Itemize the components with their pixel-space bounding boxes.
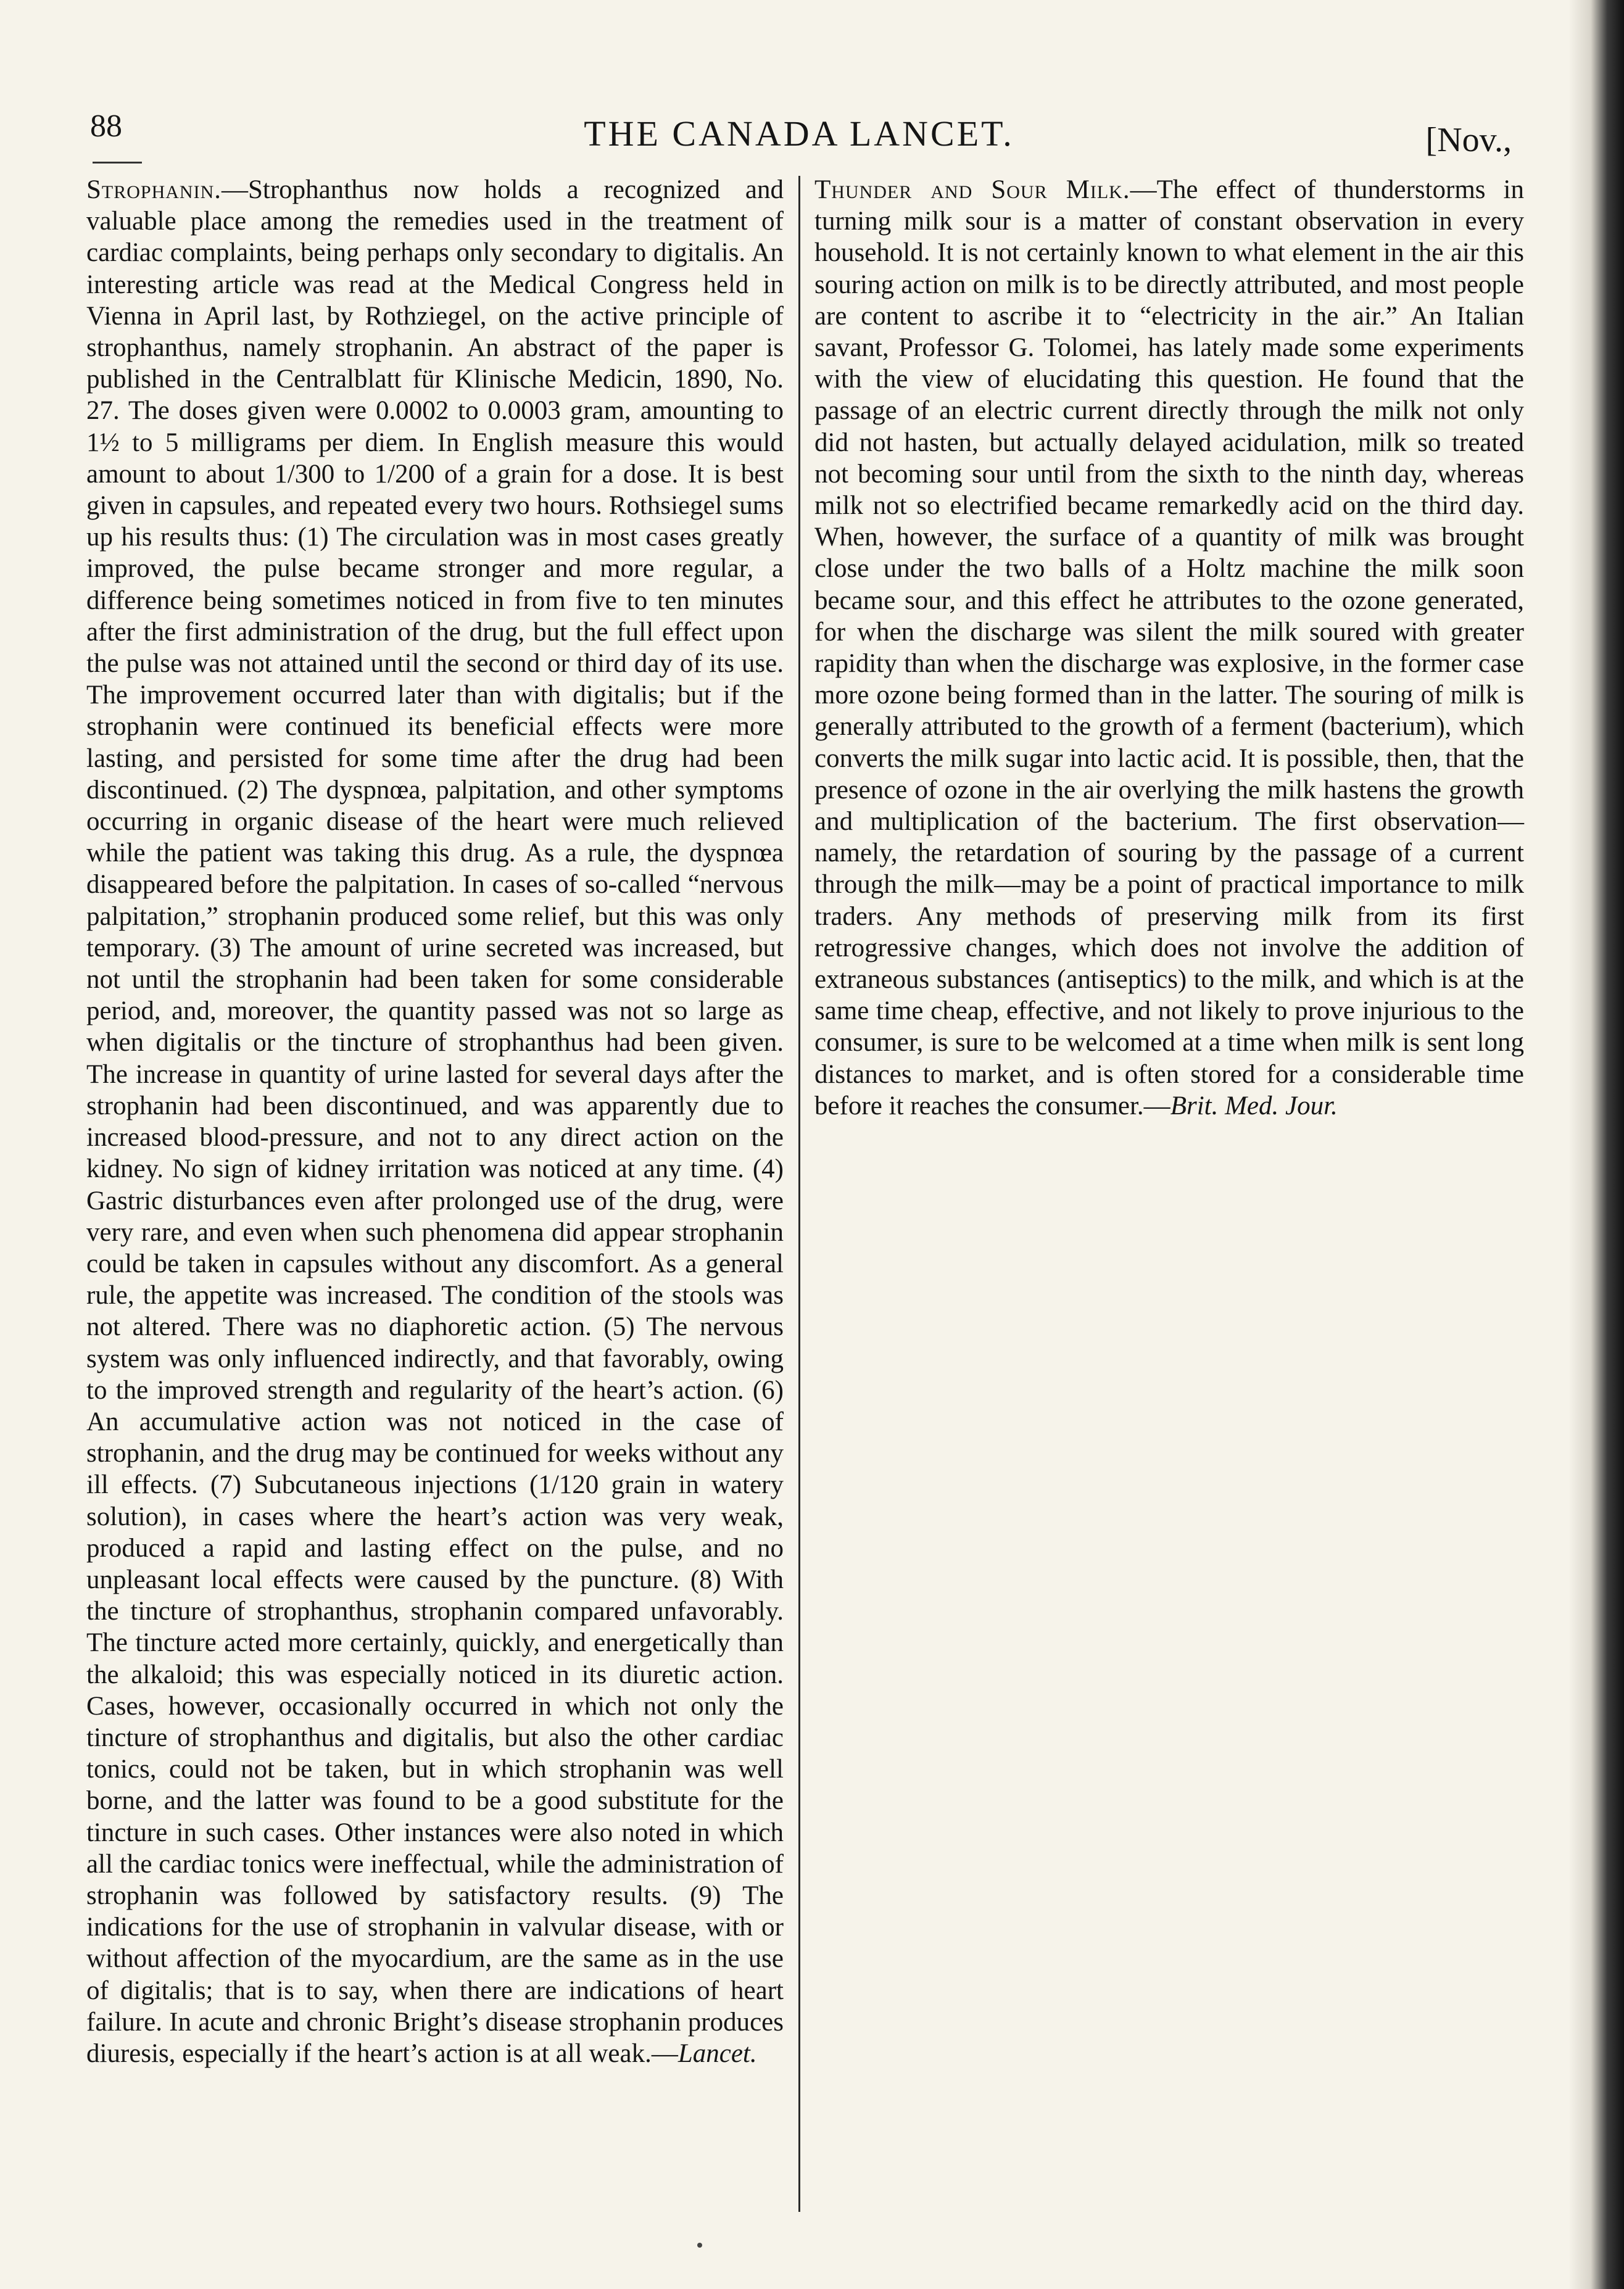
header-rule <box>93 162 142 164</box>
article-strophanin <box>86 174 784 2069</box>
issue-month: [Nov., <box>1425 121 1512 159</box>
article-heading: Strophanin. <box>86 175 222 204</box>
print-mark <box>697 2243 702 2248</box>
column-divider <box>798 176 800 2212</box>
right-column <box>814 174 1524 1122</box>
page-edge-shadow <box>1568 0 1624 2289</box>
article-body: —Strophanthus now holds a recognized and valuable place among the remedies used in the treatment of cardiac complaints, being perhaps only secondary to digitalis. An interesting article was read at the Medical Congress held in Vienna in April last, by Rothziegel, on the active principle of strophanthus, namely strophanin. An abstract of the paper is published in the Centralblatt für Klinische Medicin, 1890, No. 27. The doses given were 0.0002 to 0.0003 gram, amounting to 1½ to 5 milligrams per diem. In English measure this would amount to about 1/300 to 1/200 of a grain for a dose. It is best given in capsules, and repeated every two hours. Rothsiegel sums up his results thus: (1) The circulation was in most cases greatly improved, the pulse became stronger and more regular, a difference being sometimes noticed in from five to ten minutes after the first administration of the drug, but the full effect upon the pulse was not attained until the second or third day of its use. The improvement occurred later than with digitalis; but if the strophanin were continued its beneficial effects were more lasting, and persisted for some time after the drug had been discontinued. (2) The dyspnœa, palpitation, and other symptoms occurring in organic disease of the heart were much relieved while the patient was taking this drug. As a rule, the dyspnœa disappeared before the palpitation. In cases of so-called “nervous palpitation,” strophanin produced some relief, but this was only temporary. (3) The amount of urine secreted was increased, but not until the strophanin had been taken for some considerable period, and, moreover, the quantity passed was not so large as when digitalis or the tincture of strophanthus had been given. The increase in quantity of urine lasted for several days after the strophanin had been discontinued, and was apparently due to increased blood-pressure, and not to any direct action on the kidney. No sign of kidney irritation was noticed at any time. (4) Gastric disturbances even after prolonged use of the drug, were very rare, and even when such phenomena did appear strophanin could be taken in capsules without any discomfort. As a general rule, the appetite was increased. The condition of the stools was not altered. There was no diaphoretic action. (5) The nervous system was only influenced indirectly, and that favorably, owing to the improved strength and regularity of the heart’s action. (6) An accumulative action was not noticed in the case of strophanin, and the drug may be continued for weeks without any ill effects. (7) Subcutaneous injections (1/120 grain in watery solution), in cases where the heart’s action was very weak, produced a rapid and lasting effect on the pulse, and no unpleasant local effects were caused by the puncture. (8) With the tincture of strophanthus, strophanin compared unfavorably. The tincture acted more certainly, quickly, and energetically than the alkaloid; this was especially noticed in its diuretic action. Cases, however, occasionally occurred in which not only the tincture of strophanthus and digitalis, but also the other cardiac tonics, could not be taken, but in which strophanin was well borne, and the latter was found to be a good substitute for the tincture in such cases. Other instances were also noted in which all the cardiac tonics were ineffectual, while the administration of strophanin was followed by satisfactory results. (9) The indications for the use of strophanin in valvular disease, with or without affection of the myocardium, are the same as in the use of digitalis; that is to say, when there are indications of heart failure. In acute and chronic Bright’s disease strophanin produces diuresis, especially if the heart’s action is at all weak.— <box>86 175 784 2068</box>
left-column <box>86 174 784 2069</box>
page-number: 88 <box>90 109 122 144</box>
article-source: Brit. Med. Jour. <box>1170 1091 1338 1120</box>
article-source: Lancet. <box>677 2039 757 2068</box>
article-body: —The effect of thunderstorms in turning milk sour is a matter of constant observation in every household. It is not certainly known to what element in the air this souring action on milk is to be directly attributed, and most people are content to ascribe it to “electricity in the air.” An Italian savant, Professor G. Tolomei, has lately made some experiments with the view of elucidating this question. He found that the passage of an electric current directly through the milk not only did not hasten, but actually delayed acidulation, milk so treated not becoming sour until from the sixth to the ninth day, whereas milk not so electrified became remarkedly acid on the third day. When, however, the surface of a quantity of milk was brought close under the two balls of a Holtz machine the milk soon became sour, and this effect he attributes to the ozone generated, for when the discharge was silent the milk soured with greater rapidity than when the discharge was explosive, in the former case more ozone being formed than in the latter. The souring of milk is generally attributed to the growth of a ferment (bacterium), which converts the milk sugar into lactic acid. It is possible, then, that the presence of ozone in the air overlying the milk hastens the growth and multiplication of the bacterium. The first observation—namely, the retardation of souring by the passage of a current through the milk—may be a point of practical importance to milk traders. Any methods of preserving milk from its first retrogressive changes, which does not involve the addition of extraneous substances (antiseptics) to the milk, and which is at the same time cheap, effective, and not likely to prove injurious to the consumer, is sure to be welcomed at a time when milk is sent long distances to market, and is often stored for a considerable time before it reaches the consumer.— <box>814 175 1524 1120</box>
article-heading: Thunder and Sour Milk. <box>814 175 1130 204</box>
running-header <box>86 102 1512 164</box>
journal-title: THE CANADA LANCET. <box>584 114 1014 154</box>
article-thunder-sour-milk <box>814 174 1524 1122</box>
